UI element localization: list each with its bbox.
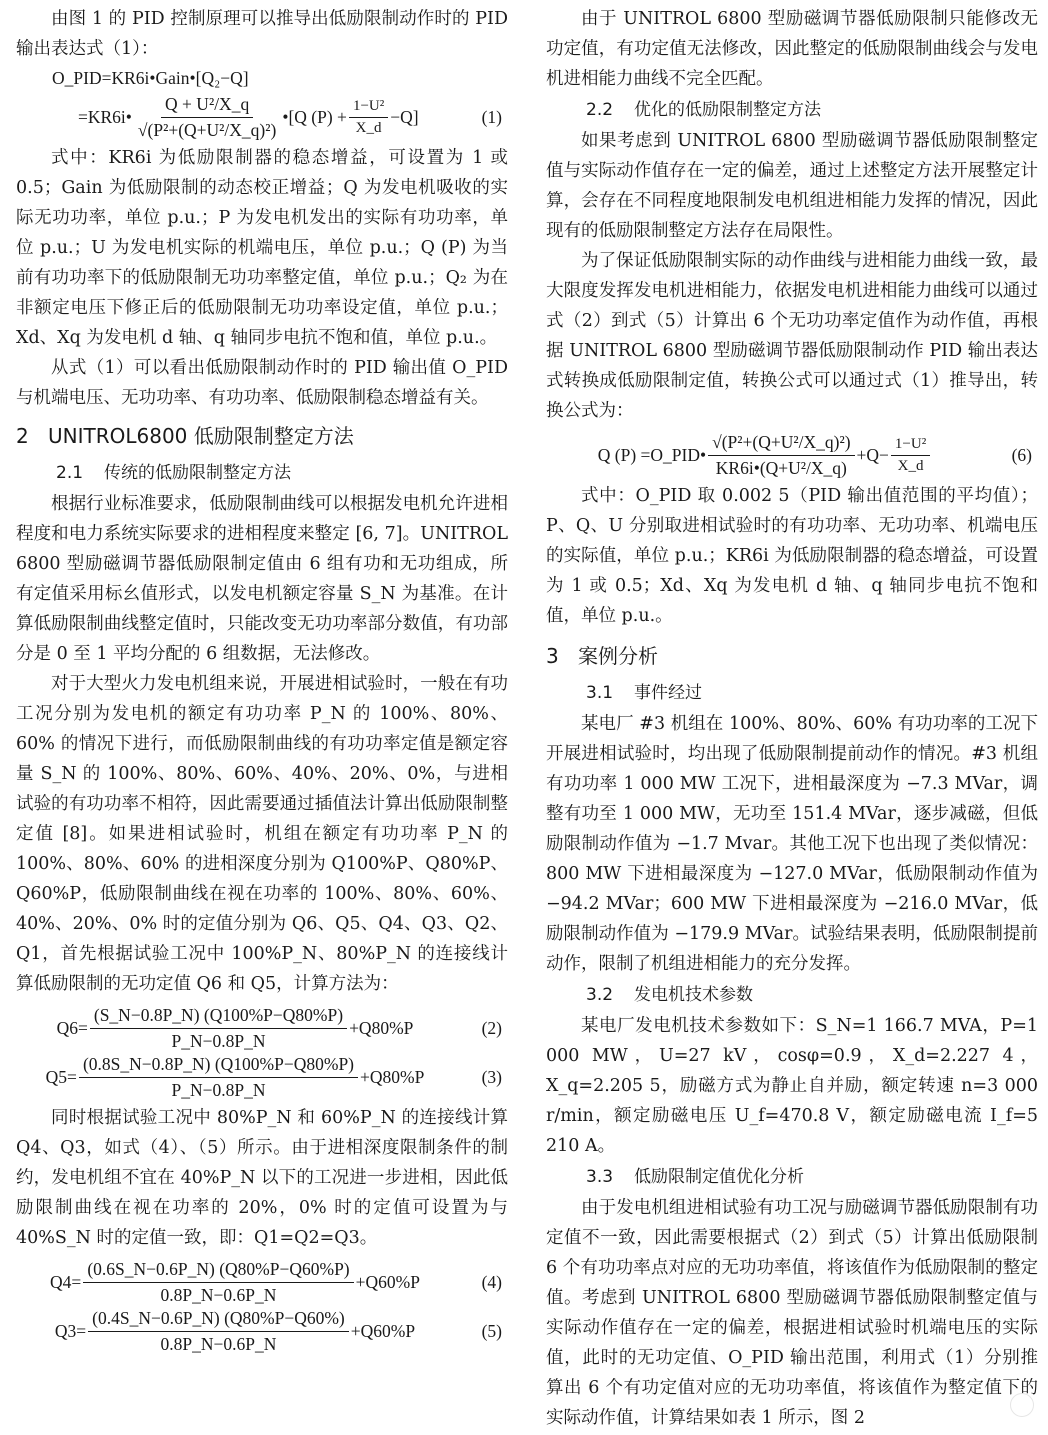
paragraph: 式中：KR6i 为低励限制器的稳态增益，可设置为 1 或 0.5；Gain 为低励限制的动态校正增益；Q 为发电机吸收的实际无功功率，单位 p.u.；P 为发电机发出的实际有功功率，单位 p.u.；U 为发电机实际的机端电压，单位 p.u.；Q (P) 为当前有功功率下的低励限制无功功率整定值，单位 p.u.；Q₂ 为在非额定电压下修正后的低励限制无功功率设定值，单位 p.u.；Xd、Xq 为发电机 d 轴、q 轴同步电抗不饱和值，单位 p.u.。 xyxy=(16,148,508,348)
equation-1-prefix: =KR6i• xyxy=(78,107,132,127)
equation-number: (2) xyxy=(481,1018,502,1038)
equation-1-tail: •[Q (P) + xyxy=(282,107,347,127)
paragraph: 从式（1）可以看出低励限制动作时的 PID 输出值 O_PID 与机端电压、无功功率、有功功率、低励限制稳态增益有关。 xyxy=(16,358,508,408)
equation-1-tail-end: −Q] xyxy=(390,107,419,127)
right-column xyxy=(546,4,1038,1433)
equation-1-tail-denominator: X_d xyxy=(355,120,382,136)
watermark-icon xyxy=(1010,1393,1034,1417)
equation-1-numerator: Q + U²/X_q xyxy=(161,94,253,118)
equation-1 xyxy=(16,64,508,141)
equation-2: Q6= $\frac{(S\_N-0.8P\_N) (Q100\%P-Q80\%P)}{P\_N-0.8P\_N}$ +Q80%P (2) xyxy=(16,1005,508,1052)
equation-1-line1: O_PID=KR6i•Gain•[Q₂−Q] xyxy=(52,68,249,88)
paragraph: 如果考虑到 UNITROL 6800 型励磁调节器低励限制整定值与实际动作值存在一定的偏差，通过上述整定方法开展整定计算，会存在不同程度地限制发电机组进相能力发挥的情况，因此现有的低励限制整定方法存在局限性。 xyxy=(546,131,1038,241)
paragraph: 由于发电机组进相试验有功工况与励磁调节器低励限制有功定值不一致，因此需要根据式（2）到式（5）计算出低励限制 6 个有功功率点对应的无功功率值，将该值作为低励限制的整定值。考虑到 UNITROL 6800 型励磁调节器低励限制整定值与实际动作值存在一定的偏差，根据进相试验时机端电压的实际值，此时的无功定值、O_PID 输出范围，利用式（1）分别推算出 6 个有功定值对应的无功功率值，将该值作为整定值下的实际动作值，计算结果如表 1 所示，图 2 xyxy=(546,1198,1038,1428)
equation-6: Q (P) =O_PID• $\frac{\text{√(P²+(Q+U²/X\_q)²)}}{\text{KR6i•(Q+U²/X\_q)}}$ +Q− $\frac{\text{1−U²}}{X\_d}$ (6) xyxy=(546,432,1038,479)
equation-number: (1) xyxy=(481,107,502,127)
equation-number: (6) xyxy=(1011,445,1032,465)
equation-1-tail-numerator: 1−U² xyxy=(349,98,388,118)
paragraph: 根据行业标准要求，低励限制曲线可以根据发电机允许进相程度和电力系统实际要求的进相程度来整定 [6, 7]。UNITROL 6800 型励磁调节器低励限制定值由 6 组有功和无功组成，所有定值采用标幺值形式，以发电机额定容量 S_N 为基准。在计算低励限制曲线整定值时，只能改变无功功率部分数值，有功部分是 0 至 1 平均分配的 6 组数据，无法修改。 xyxy=(16,494,508,664)
section-heading: 2 UNITROL6800 低励限制整定方法 xyxy=(16,424,354,448)
equation-number: (3) xyxy=(481,1067,502,1087)
subsection-heading: 2.2 优化的低励限制整定方法 xyxy=(586,100,821,120)
paragraph: 由图 1 的 PID 控制原理可以推导出低励限制动作时的 PID 输出表达式（1）： xyxy=(16,9,508,59)
equation-5: Q3= $\frac{(0.4S\_N-0.6P\_N) (Q80\%P-Q60\%)}{0.8P\_N-0.6P\_N}$ +Q60%P (5) xyxy=(16,1308,508,1355)
paragraph: 由于 UNITROL 6800 型励磁调节器低励限制只能修改无功定值，有功定值无法修改，因此整定的低励限制曲线会与发电机进相能力曲线不完全匹配。 xyxy=(546,9,1038,89)
subsection-heading: 3.3 低励限制定值优化分析 xyxy=(586,1167,804,1187)
paragraph: 为了保证低励限制实际的动作曲线与进相能力曲线一致，最大限度发挥发电机进相能力，依据发电机进相能力曲线可以通过式（2）到式（5）计算出 6 个无功功率定值作为动作值，再根据 UNITROL 6800 型励磁调节器低励限制动作 PID 输出表达式转换成低励限制定值，转换公式可以通过式（1）推导出，转换公式为： xyxy=(546,251,1038,421)
equation-4: Q4= $\frac{(0.6S\_N-0.6P\_N) (Q80\%P-Q60\%P)}{0.8P\_N-0.6P\_N}$ +Q60%P (4) xyxy=(16,1259,508,1306)
subsection-heading: 3.1 事件经过 xyxy=(586,683,702,703)
subsection-heading: 2.1 传统的低励限制整定方法 xyxy=(56,463,291,483)
paragraph: 同时根据试验工况中 80%P_N 和 60%P_N 的连接线计算 Q4、Q3，如式（4）、（5）所示。由于进相深度限制条件的制约，发电机组不宜在 40%P_N 以下的工况进一步进相，因此低励限制曲线在视在功率的 20%，0% 时的定值可设置为与 40%S_N 时的定值一致，即：Q1=Q2=Q3。 xyxy=(16,1108,508,1248)
section-heading: 3 案例分析 xyxy=(546,644,658,668)
paragraph: 式中：O_PID 取 0.002 5（PID 输出值范围的平均值）；P、Q、U 分别取进相试验时的有功功率、无功功率、机端电压的实际值，单位 p.u.；KR6i 为低励限制器的稳态增益，可设置为 1 或 0.5；Xd、Xq 为发电机 d 轴、q 轴同步电抗不饱和值，单位 p.u.。 xyxy=(546,486,1038,626)
equation-number: (4) xyxy=(481,1272,502,1292)
subsection-heading: 3.2 发电机技术参数 xyxy=(586,985,753,1005)
paragraph: 某电厂发电机技术参数如下：S_N=1 166.7 MVA，P=1 000 MW，U=27 kV，cosφ=0.9，X_d=2.227 4，X_q=2.205 5，励磁方式为静止自并励，额定转速 n=3 000 r/min，额定励磁电压 U_f=470.8 V，额定励磁电流 I_f=5 210 A。 xyxy=(546,1016,1038,1156)
equation-1-denominator: √(P²+(Q+U²/X_q)²) xyxy=(137,120,277,140)
paragraph: 对于大型火力发电机组来说，开展进相试验时，一般在有功工况分别为发电机的额定有功功率 P_N 的 100%、80%、60% 的情况下进行，而低励限制曲线的有功功率定值是额定容量 S_N 的 100%、80%、60%、40%、20%、0%，与进相试验的有功功率不相符，因此需要通过插值法计算出低励限制整定值 [8]。如果进相试验时，机组在额定有功功率 P_N 的 100%、80%、60% 的进相深度分别为 Q100%P、Q80%P、Q60%P，低励限制曲线在视在功率的 100%、80%、60%、40%、20%、0% 时的定值分别为 Q6、Q5、Q4、Q3、Q2、Q1，首先根据试验工况中 100%P_N、80%P_N 的连接线计算低励限制的无功定值 Q6 和 Q5，计算方法为： xyxy=(16,674,508,994)
paragraph: 某电厂 #3 机组在 100%、80%、60% 有功功率的工况下开展进相试验时，均出现了低励限制提前动作的情况。#3 机组有功功率 1 000 MW 工况下，进相最深度为 −7.3 MVar，调整有功至 1 000 MW，无功至 151.4 MVar，逐步减磁，但低励限制动作值为 −1.7 Mvar。其他工况下也出现了类似情况：800 MW 下进相最深度为 −127.0 MVar，低励限制动作值为 −94.2 MVar；600 MW 下进相最深度为 −216.0 MVar，低励限制动作值为 −179.9 MVar。试验结果表明，低励限制提前动作，限制了机组进相能力的充分发挥。 xyxy=(546,714,1038,974)
equation-3: Q5= $\frac{(0.8S\_N-0.8P\_N) (Q100\%P-Q80\%P)}{P\_N-0.8P\_N}$ +Q80%P (3) xyxy=(16,1054,508,1101)
equation-number: (5) xyxy=(481,1321,502,1341)
left-column xyxy=(16,4,508,1357)
